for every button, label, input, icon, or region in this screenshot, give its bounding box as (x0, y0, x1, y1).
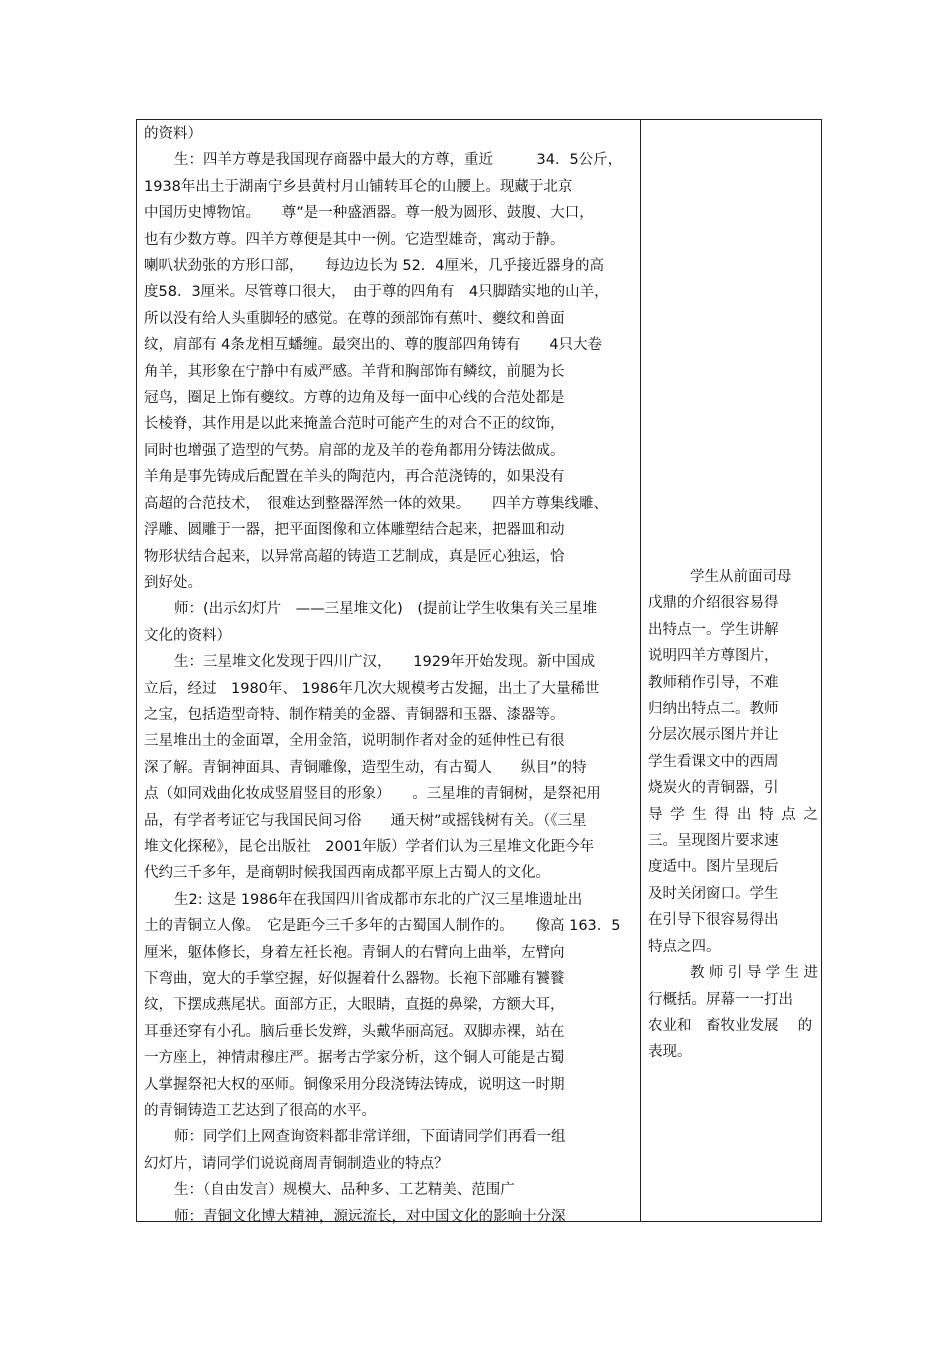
note-line: 三。呈现图片要求速 (648, 833, 779, 850)
text-line: 浮雕、圆雕于一器，把平面图像和立体雕塑结合起来，把器皿和动 (144, 522, 565, 539)
note-line: 表现。 (648, 1044, 692, 1061)
text-line: 角羊，其形象在宁静中有威严感。羊背和胸部饰有鳞纹，前腿为长 (144, 363, 565, 380)
note-line: 农业和 畜牧业发展 的 (648, 1017, 813, 1034)
text-line: 三星堆出土的金面罩，全用金箔，说明制作者对金的延伸性已有很 (144, 733, 565, 750)
note-line: 行概括。屏幕一一打出 (648, 991, 793, 1008)
text-line: 长棱脊，其作用是以此来掩盖合范时可能产生的对合不正的纹饰， (144, 416, 565, 433)
text-line: 堆文化探秘》，昆仑出版社 2001年版）学者们认为三星堆文化距今年 (144, 838, 595, 855)
text-line: 之宝，包括造型奇特、制作精美的金器、青铜器和玉器、漆器等。 (144, 706, 565, 723)
text-line: 羊角是事先铸成后配置在羊头的陶范内，再合范浇铸的，如果没有 (144, 469, 565, 486)
note-line: 教师引导学生进 (690, 965, 818, 982)
text-line: 代约三千多年，是商朝时候我国西南成都平原上古蜀人的文化。 (144, 865, 550, 882)
column-divider (640, 119, 641, 1222)
text-line: 厘米，躯体修长，身着左衽长袍。青铜人的右臂向上曲举，左臂向 (144, 944, 565, 961)
text-line: 下弯曲，宽大的手掌空握，好似握着什么器物。长袍下部雕有饕餮 (144, 971, 565, 987)
text-line: 师：同学们上网查询资料都非常详细，下面请同学们再看一组 (174, 1129, 566, 1146)
text-line: 品，有学者考证它与我国民间习俗 通天树”或摇钱树有关。（《三星 (144, 812, 587, 829)
text-line: 幻灯片，请同学们说说商周青铜制造业的特点？ (144, 1155, 449, 1172)
note-line: 特点之四。 (648, 938, 721, 955)
text-line: 中国历史博物馆。 尊”是一种盛酒器。尊一般为圆形、鼓腹、大口， (144, 205, 594, 222)
text-line: 所以没有给人头重脚轻的感觉。在尊的颈部饰有蕉叶、夔纹和兽面 (144, 310, 565, 327)
note-line: 教师稍作引导，不难 (648, 674, 779, 691)
text-line: 到好处。 (144, 574, 202, 591)
text-line: 高超的合范技术， 很难达到整器浑然一体的效果。 四羊方尊集线雕、 (144, 495, 608, 512)
note-line: 戊鼎的介绍很容易得 (648, 595, 779, 612)
text-line: 纹，肩部有 4条龙相互蟠缠。最突出的、尊的腹部四角铸有 4只大卷 (144, 337, 603, 354)
text-line: 生2: 这是 1986年在我国四川省成都市东北的广汉三星堆遗址出 (174, 891, 583, 908)
text-line: 的资料） (144, 126, 202, 142)
note-line: 出特点一。学生讲解 (648, 621, 779, 638)
note-line: 在引导下很容易得出 (648, 912, 779, 929)
teaching-process-column (144, 121, 636, 1230)
text-line: 生：四羊方尊是我国现存商器中最大的方尊，重近 34．5公斤， (174, 152, 623, 169)
note-line: 度适中。图片呈现后 (648, 859, 779, 876)
text-line: 纹，下摆成燕尾状。面部方正，大眼睛，直挺的鼻梁，方额大耳， (144, 997, 565, 1014)
text-line: 一方座上，神情肃穆庄严。据考古学家分析，这个铜人可能是古蜀 (144, 1050, 565, 1067)
design-notes-column (648, 564, 818, 1066)
text-line: 物形状结合起来，以异常高超的铸造工艺制成，真是匠心独运，恰 (144, 548, 565, 565)
text-line: 师：(出示幻灯片 ——三星堆文化) (提前让学生收集有关三星堆 (174, 601, 597, 618)
note-line: 导学生得出特点之 (648, 806, 818, 823)
text-line: 师：青铜文化博大精神，源远流长，对中国文化的影响十分深 (174, 1208, 566, 1225)
text-line: 生：（自由发言）规模大、品种多、工艺精美、范围广 (174, 1182, 515, 1199)
text-line: 深了解。青铜神面具、青铜雕像，造型生动，有古蜀人 纵目”的特 (144, 759, 587, 776)
text-line: 人掌握祭祀大权的巫师。铜像采用分段浇铸法铸成，说明这一时期 (144, 1076, 565, 1093)
text-line: 也有少数方尊。四羊方尊便是其中一例。它造型雄奇，寓动于静。 (144, 231, 565, 248)
note-line: 及时关闭窗口。学生 (648, 885, 779, 902)
text-line: 土的青铜立人像。 它是距今三千多年的古蜀国人制作的。 像高 163．5 (144, 918, 621, 935)
note-line: 分层次展示图片并让 (648, 727, 779, 744)
text-line: 文化的资料） (144, 627, 231, 644)
note-line: 说明四羊方尊图片， (648, 648, 779, 665)
text-line: 点（如同戏曲化妆成竖眉竖目的形象） 。三星堆的青铜树，是祭祀用 (144, 786, 601, 803)
text-line: 耳垂还穿有小孔。脑后垂长发辫，头戴华丽高冠。双脚赤裸，站在 (144, 1023, 565, 1040)
text-line: 1938年出土于湖南宁乡县黄村月山铺转耳仑的山腰上。现藏于北京 (144, 178, 573, 195)
text-line: 的青铜铸造工艺达到了很高的水平。 (144, 1103, 376, 1120)
note-line: 烧炭火的青铜器，引 (648, 780, 779, 797)
text-line: 生：三星堆文化发现于四川广汉， 1929年开始发现。新中国成 (174, 654, 596, 671)
text-line: 立后，经过 1980年、 1986年几次大规模考古发掘，出土了大量稀世 (144, 680, 600, 697)
text-line: 冠鸟，圈足上饰有夔纹。方尊的边角及每一面中心线的合范处都是 (144, 390, 565, 407)
note-line: 学生看课文中的西周 (648, 753, 779, 770)
text-line: 同时也增强了造型的气势。肩部的龙及羊的卷角都用分铸法做成。 (144, 442, 565, 459)
note-line: 学生从前面司母 (690, 569, 792, 585)
text-line: 喇叭状劲张的方形口部， 每边边长为 52．4厘米，几乎接近器身的高 (144, 258, 605, 275)
note-line: 归纳出特点二。教师 (648, 701, 779, 718)
text-line: 度58．3厘米。尽管尊口很大， 由于尊的四角有 4只脚踏实地的山羊， (144, 284, 609, 301)
